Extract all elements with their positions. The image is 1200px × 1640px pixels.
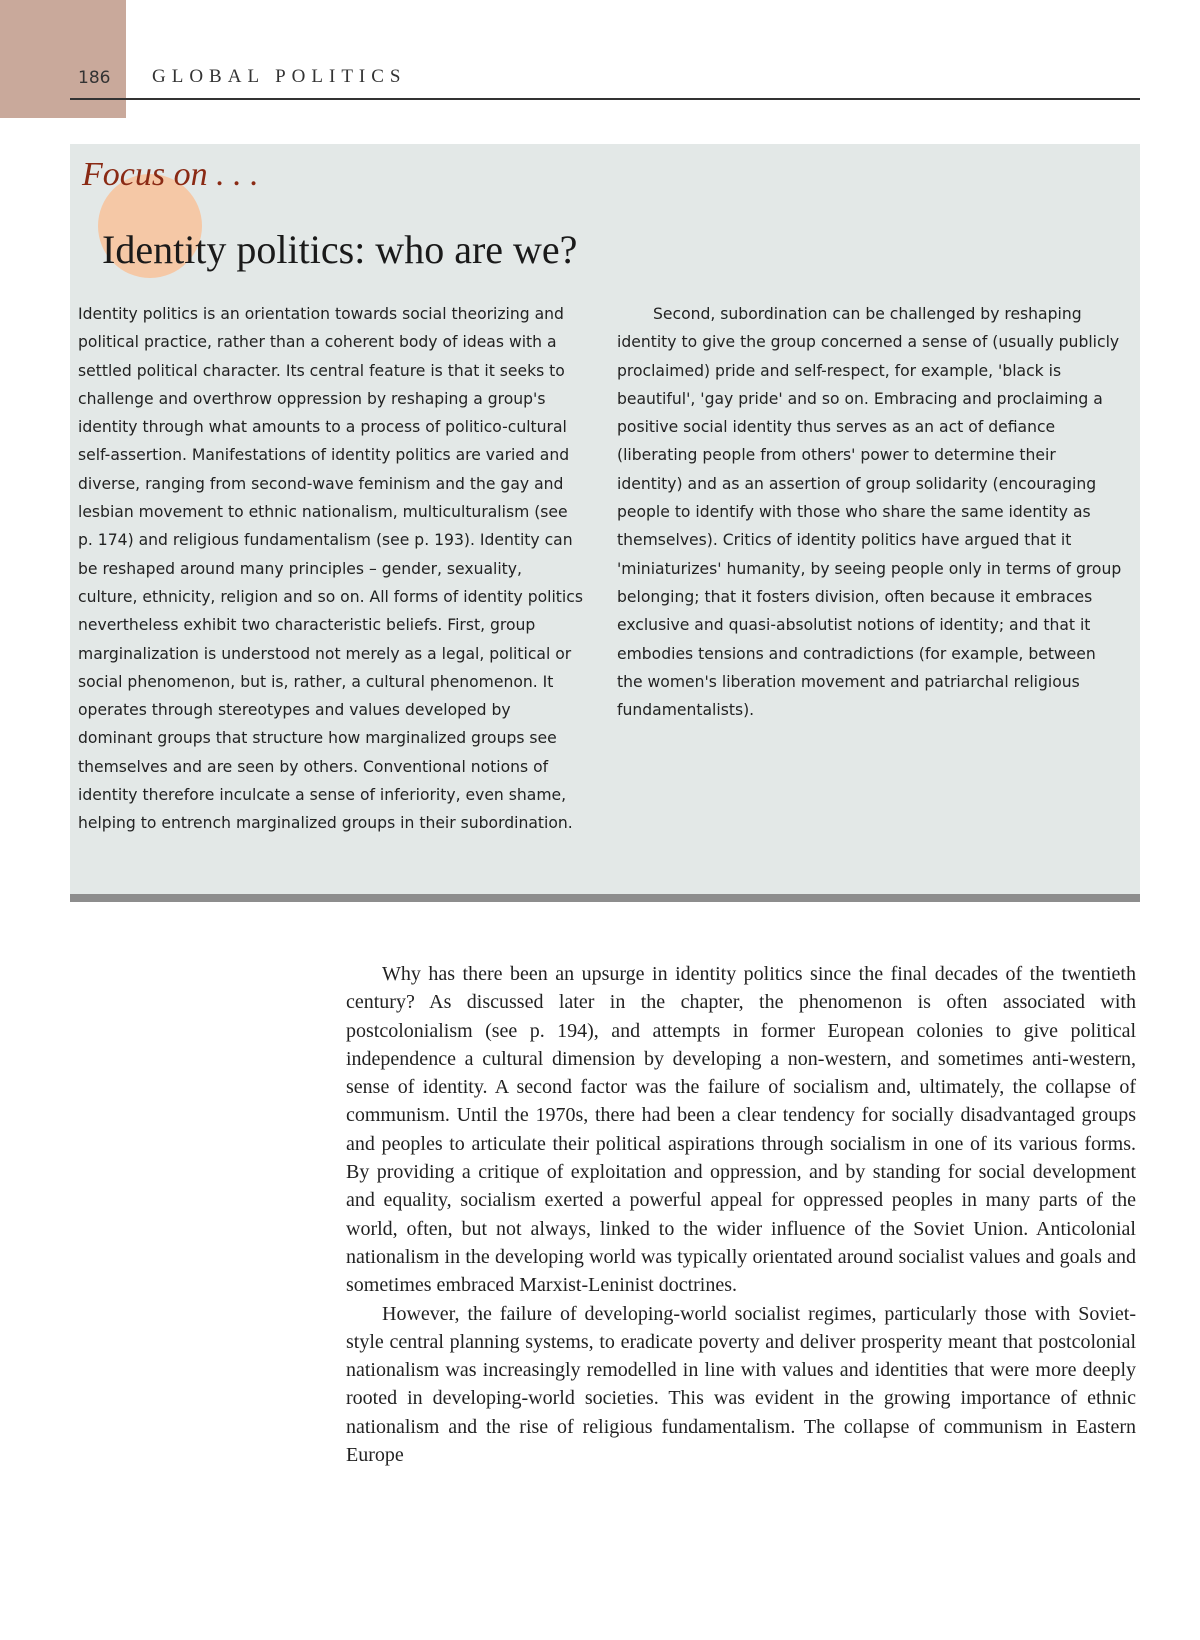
running-head: GLOBAL POLITICS [152,66,407,87]
corner-tab [0,0,126,118]
focus-paragraph: Second, subordination can be challenged by reshaping identity to give the group concerned a sense of (usually publicly proclaimed) pride and self-respect, for example, 'black is beautiful', 'gay pride' and so on. Embracing and proclaiming a positive social identity thus serves as an act of defiance (liberating people from others' power to determine their identity) and as an assertion of group solidarity (encouraging people to identify with those who share the same identity as themselves). Critics of identity politics have argued that it 'miniaturizes' humanity, by seeing people only in terms of group belonging; that it fosters division, often because it embraces exclusive and quasi-absolutist notions of identity; and that it embodies tensions and contradictions (for example, between the women's liberation movement and patriarchal religious fundamentalists). [617,305,1122,720]
body-paragraph: However, the failure of developing-world socialist regimes, particularly those with Soviet-style central planning systems, to eradicate poverty and deliver prosperity meant that postcolonial nationalism was increasingly remodelled in line with values and identities that were more deeply rooted in developing-world societies. This was evident in the growing importance of ethnic nationalism and the rise of religious fundamentalism. The collapse of communism in Eastern Europe [346,1302,1136,1467]
focus-box-bottom-rule [70,894,1140,902]
focus-paragraph: Identity politics is an orientation towards social theorizing and political practice, rather than a coherent body of ideas with a settled political character. Its central feature is that it seeks to challenge and overthrow oppression by reshaping a group's identity through what amounts to a process of politico-cultural self-assertion. Manifestations of identity politics are varied and diverse, ranging from second-wave feminism and the gay and lesbian movement to ethnic nationalism, multiculturalism (see p. 174) and religious fundamentalism (see p. 193). Identity can be reshaped around many principles – gender, sexuality, culture, ethnicity, religion and so on. All forms of identity politics nevertheless exhibit two characteristic beliefs. First, group marginalization is understood not merely as a legal, political or social phenomenon, but is, rather, a cultural phenomenon. It operates through stereotypes and values developed by dominant groups that structure how marginalized groups see themselves and are seen by others. Conventional notions of identity therefore inculcate a sense of inferiority, even shame, helping to entrench marginalized groups in their subordination. [78,305,583,833]
page-number: 186 [78,68,111,88]
focus-box [70,144,1140,900]
main-body [346,960,1136,1469]
focus-body [78,300,1122,878]
focus-title: Identity politics: who are we? [102,227,578,272]
header-rule [70,98,1140,100]
focus-label: Focus on . . . [82,156,259,193]
body-paragraph: Why has there been an upsurge in identity politics since the final decades of the twentieth century? As discussed later in the chapter, the phenomenon is often associated with postcolonialism (see p. 194), and attempts in former European colonies to give political independence a cultural dimension by developing a non-western, and sometimes anti-western, sense of identity. A second factor was the failure of socialism and, ultimately, the collapse of communism. Until the 1970s, there had been a clear tendency for socially disadvantaged groups and peoples to articulate their political aspirations through socialism in one of its various forms. By providing a critique of exploitation and oppression, and by standing for social development and equality, socialism exerted a powerful appeal for oppressed peoples in many parts of the world, often, but not always, linked to the wider influence of the Soviet Union. Anticolonial nationalism in the developing world was typically orientated around socialist values and goals and sometimes embraced Marxist-Leninist doctrines. [346,963,1136,1297]
